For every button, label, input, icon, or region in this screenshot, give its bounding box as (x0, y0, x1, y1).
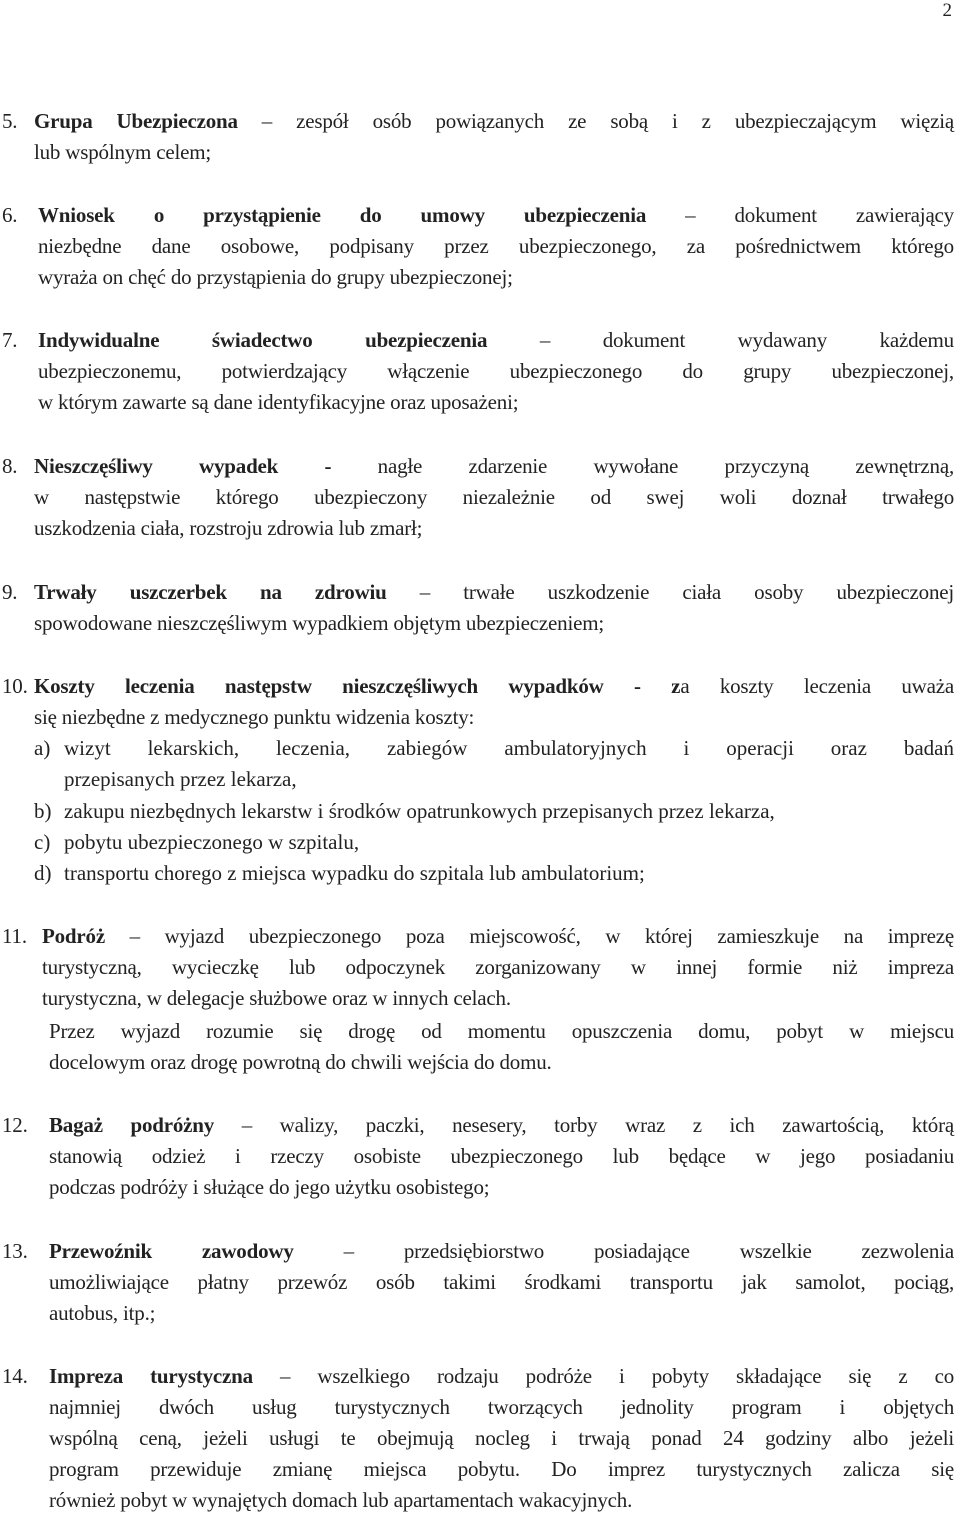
defined-term: Bagaż podróżny (49, 1113, 215, 1137)
defined-term: Wniosek o przystąpienie do umowy ubezpieczenia (38, 203, 647, 227)
item-number: 11. (2, 924, 27, 948)
item-number: 10. (2, 674, 28, 698)
definition-text: Impreza turystyczna – wszelkiego rodzaju podróże i pobyty składające się z co najmniej dwóch usług turystycznych tworzących jednolity program i objętych wspólną ceną, jeżeli usługi te obejmują nocleg i trwają ponad 24 godziny albo jeżeli program przewiduje zmianę miejsca pobytu. Do imprez turystycznych zalicza się również pobyt w wynajętych domach lub apartamentach wakacyjnych. (49, 1364, 955, 1512)
defined-term: Grupa Ubezpieczona (34, 109, 238, 133)
item-number: 9. (2, 580, 18, 604)
definition-text: Grupa Ubezpieczona – zespół osób powiązanych ze sobą i z ubezpieczającym więzią lub wspólnym celem; (34, 109, 955, 164)
definition-text: Podróż – wyjazd ubezpieczonego poza miejscowość, w której zamieszkuje na imprezę turystyczną, wycieczkę lub odpoczynek zorganizowany w innej formie niż impreza turystyczna, w delegacje służbowe oraz w innych celach. (42, 924, 954, 1010)
item-number: 14. (2, 1364, 28, 1388)
page-number: 2 (942, 0, 952, 21)
definition-text: Wniosek o przystąpienie do umowy ubezpieczenia – dokument zawierający niezbędne dane osobowe, podpisany przez ubezpieczonego, za pośrednictwem którego wyraża on chęć do przystąpienia do grupy ubezpieczonej; (38, 203, 954, 289)
defined-term: Indywidualne świadectwo ubezpieczenia (38, 328, 488, 352)
definition-text: Nieszczęśliwy wypadek - nagłe zdarzenie wywołane przyczyną zewnętrzną, w następstwie którego ubezpieczony niezależnie od swej woli doznał trwałego uszkodzenia ciała, rozstroju zdrowia lub zmarł; (34, 454, 954, 540)
item-number: 12. (2, 1113, 28, 1137)
document-page: 2 5. Grupa Ubezpieczona – zespół osób powiązanych ze sobą i z ubezpieczającym więzią lub wspólnym celem; 6. Wniosek o przystąpienie do umowy ubezpieczenia – dokument zawierający niezbędne dane osobowe, podpisany przez ubezpieczonego, za pośrednictwem którego wyraża on chęć do przystąpienia do grupy ubezpieczonej; 7. Indywidualne świadectwo ubezpieczenia – dokument wydawany każdemu ubezpieczonemu, potwierdzający włączenie ubezpieczonego do grupy ubezpieczonej, w którym zawarte są dane identyfikacyjne oraz uposażeni; 8. Nieszczęśliwy wypadek - nagłe zdarzenie wywołane przyczyną zewnętrzną, w następstwie którego ubezpieczony niezależnie od swej woli doznał trwałego uszkodzenia ciała, rozstroju zdrowia lub zmarł; 9. Trwały uszczerbek na zdrowiu – trwałe uszkodzenie ciała osoby ubezpieczonej spowodowane nieszczęśliwym wypadkiem objętym ubezpieczeniem; 10. Koszty leczenia następstw nieszczęśliwych wypadków - za koszty leczenia uważa się niezbędne z medycznego punktu widzenia koszty: a) wizyt lekarskich, leczenia, zabiegów ambulatoryjnych i operacji oraz badań przepisanych przez lekarza, b) zakupu niezbędnych lekarstw i środków opatrunkowych przepisanych przez lekarza, c) pobytu ubezpieczonego w szpitalu, d) transportu chorego z miejsca wypadku do szpitala lub ambulatorium; 11. Podróż – wyjazd ubezpieczonego poza miejscowość, w której zamieszkuje na imprezę turystyczną, wycieczkę lub odpoczynek zorganizowany w innej formie niż impreza turystyczna, w delegacje służbowe oraz w innych celach. Przez wyjazd rozumie się drogę od momentu opuszczenia domu, pobyt w miejscu docelowym oraz drogę powrotną do chwili wejścia do domu. 12. Bagaż podróżny – walizy, paczki, nesesery, torby wraz z ich zawartością, którą stanowią odzież i rzeczy osobiste ubezpieczonego lub będące w jego posiadaniu podczas podróży i służące do jego użytku osobistego; 13. Przewoźnik zawodowy – przedsiębiorstwo posiadające wszelkie zezwolenia umożliwiające płatny przewóz osób takimi środkami transportu jak samolot, pociąg, autobus, itp.; 14. Impreza turystyczna – wszelkiego rodzaju podróże i pobyty składające się z co najmniej dwóch usług turystycznych tworzących jednolity program i objętych wspólną ceną, jeżeli usługi te obejmują nocleg i trwają ponad 24 godziny albo jeżeli program przewiduje zmianę miejsca pobytu. Do imprez turystycznych zalicza się również pobyt w wynajętych domach lub apartamentach wakacyjnych. (0, 0, 960, 1519)
sub-item-letter: a) (34, 736, 51, 760)
definition-text: Bagaż podróżny – walizy, paczki, nesesery, torby wraz z ich zawartością, którą stanowią odzież i rzeczy osobiste ubezpieczonego lub będące w jego posiadaniu podczas podróży i służące do jego użytku osobistego; (49, 1113, 954, 1199)
item-number: 6. (2, 203, 18, 227)
definition-text: Trwały uszczerbek na zdrowiu – trwałe uszkodzenie ciała osoby ubezpieczonej spowodowane nieszczęśliwym wypadkiem objętym ubezpieczeniem; (34, 580, 954, 635)
defined-term: Koszty leczenia następstw nieszczęśliwych wypadków - z (34, 674, 681, 698)
definition-text: Przewoźnik zawodowy – przedsiębiorstwo posiadające wszelkie zezwolenia umożliwiające płatny przewóz osób takimi środkami transportu jak samolot, pociąg, autobus, itp.; (49, 1239, 954, 1325)
definition-text: Indywidualne świadectwo ubezpieczenia – dokument wydawany każdemu ubezpieczonemu, potwierdzający włączenie ubezpieczonego do grupy ubezpieczonej, w którym zawarte są dane identyfikacyjne oraz uposażeni; (38, 328, 954, 414)
defined-term: Impreza turystyczna (49, 1364, 253, 1388)
item-number: 13. (2, 1239, 28, 1263)
item-number: 7. (2, 328, 18, 352)
definition-text: Koszty leczenia następstw nieszczęśliwych wypadków - za koszty leczenia uważa się niezbędne z medycznego punktu widzenia koszty: (34, 674, 955, 729)
item-number: 5. (2, 109, 18, 133)
defined-term: Podróż (42, 924, 105, 948)
sub-item-letter: b) (34, 799, 52, 823)
sub-item-letter: d) (34, 861, 52, 885)
sub-item-letter: c) (34, 830, 51, 854)
defined-term: Nieszczęśliwy wypadek - (34, 454, 332, 478)
defined-term: Przewoźnik zawodowy (49, 1239, 294, 1263)
item-number: 8. (2, 454, 18, 478)
defined-term: Trwały uszczerbek na zdrowiu (34, 580, 387, 604)
